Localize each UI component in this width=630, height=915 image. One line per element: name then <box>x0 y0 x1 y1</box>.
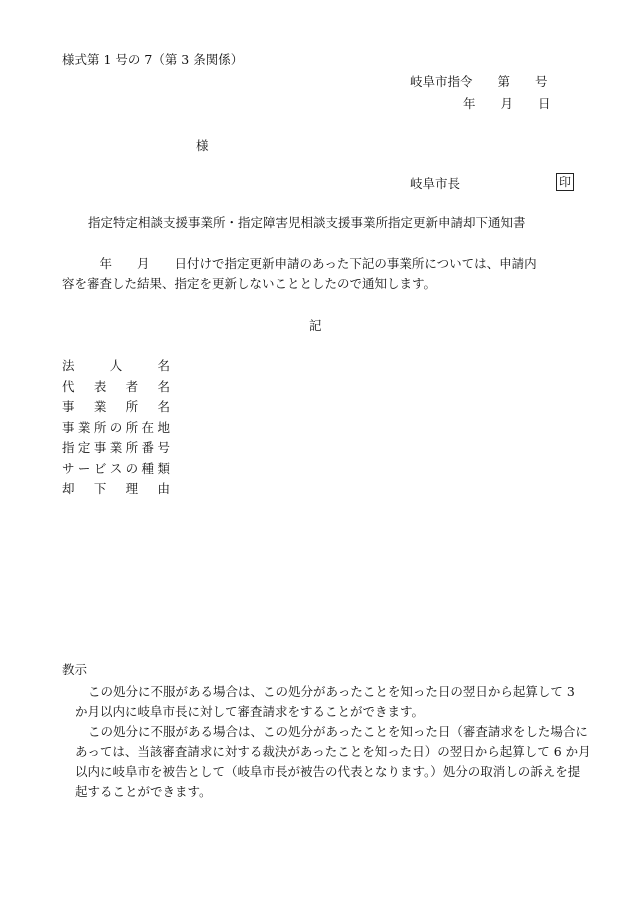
field-label-char: 事 <box>93 440 107 455</box>
instruction-p2-line2: あっては、当該審査請求に対する裁決があったことを知った日）の翌日から起算して 6 か月 <box>75 744 591 759</box>
field-label-char: 代 <box>62 378 75 394</box>
instruction-p2-line4: 起することができます。 <box>75 784 212 799</box>
field-label-char: 名 <box>157 399 170 414</box>
directive-number: 岐阜市指令 第 号 <box>410 74 548 89</box>
field-label <box>62 397 170 418</box>
field-label-char: 事 <box>62 419 75 435</box>
seal-label: 印 <box>556 173 574 191</box>
body-line-2: 容を審査した結果、指定を更新しないこととしたので通知します。 <box>62 276 437 291</box>
field-label-char: 業 <box>93 399 107 414</box>
field-label-char: 所 <box>125 399 139 414</box>
field-label-char: 却 <box>62 481 75 496</box>
field-label-char: 号 <box>157 440 170 455</box>
field-label-char: 所 <box>125 440 139 455</box>
field-label <box>62 377 170 398</box>
instruction-p1-line2: か月以内に岐阜市長に対して審査請求をすることができます。 <box>75 704 425 719</box>
field-label-char: 地 <box>157 419 170 435</box>
field-label <box>62 459 170 480</box>
field-label-char: 業 <box>109 440 123 455</box>
field-label-char: の <box>125 460 139 476</box>
field-label-char: 業 <box>77 419 91 435</box>
ki-heading: 記 <box>309 318 322 333</box>
field-label-char: 番 <box>141 440 155 455</box>
field-label-char: 下 <box>93 481 107 496</box>
field-label-char: 所 <box>93 419 107 435</box>
field-label <box>62 479 170 500</box>
field-label-char: 種 <box>141 460 155 476</box>
field-label <box>62 438 170 459</box>
field-label-char: ー <box>77 460 91 476</box>
field-label-char: 表 <box>93 378 107 394</box>
field-label-char: 由 <box>157 481 170 496</box>
field-label-char: 名 <box>157 358 170 373</box>
field-label-char: サ <box>62 460 75 476</box>
addressee-suffix: 様 <box>196 138 209 153</box>
instruction-p2-line3: 以内に岐阜市を被告として（岐阜市長が被告の代表となります。）処分の取消しの訴えを提 <box>75 764 581 779</box>
field-label-char: 事 <box>62 399 75 414</box>
instruction-p2-line1: この処分に不服がある場合は、この処分があったことを知った日（審査請求をした場合に <box>88 724 588 739</box>
instruction-heading: 教示 <box>62 662 88 677</box>
field-label-char: 人 <box>109 358 123 373</box>
document-title: 指定特定相談支援事業所・指定障害児相談支援事業所指定更新申請却下通知書 <box>88 215 526 230</box>
field-label <box>62 418 170 439</box>
field-label-char: ス <box>109 460 123 476</box>
field-label-char: 類 <box>157 460 170 476</box>
field-label-char: の <box>109 419 123 435</box>
seal-mark <box>556 173 574 191</box>
form-number: 様式第 1 号の 7（第 3 条関係） <box>62 52 244 67</box>
field-label-char: ビ <box>93 460 107 476</box>
field-list <box>62 356 170 500</box>
issue-date: 年 月 日 <box>463 96 551 111</box>
field-label <box>62 356 170 377</box>
field-label-char: 名 <box>157 378 170 394</box>
field-label-char: 定 <box>77 440 91 455</box>
field-label-char: 法 <box>62 358 75 373</box>
issuer-name: 岐阜市長 <box>410 176 461 191</box>
instruction-p1-line1: この処分に不服がある場合は、この処分があったことを知った日の翌日から起算して 3 <box>88 684 575 699</box>
body-line-1: 年 月 日付けで指定更新申請のあった下記の事業所については、申請内 <box>62 256 537 271</box>
field-label-char: 在 <box>141 419 155 435</box>
field-label-char: 者 <box>125 378 139 394</box>
field-label-char: 理 <box>125 481 139 496</box>
field-label-char: 所 <box>125 419 139 435</box>
field-label-char: 指 <box>62 440 75 455</box>
